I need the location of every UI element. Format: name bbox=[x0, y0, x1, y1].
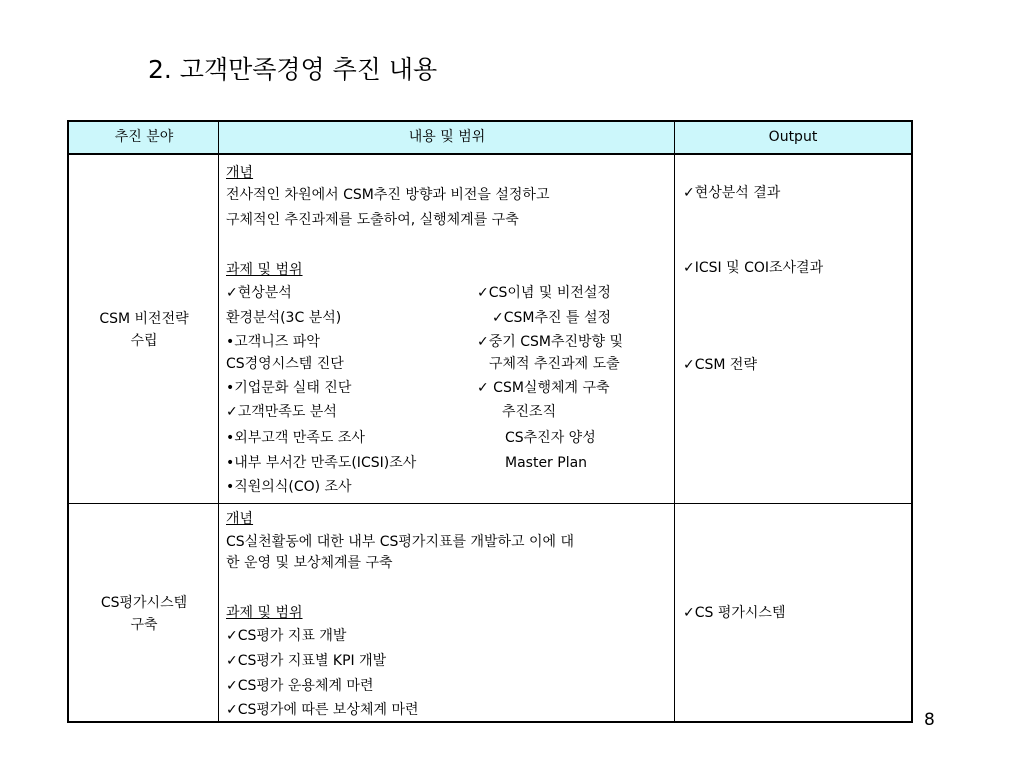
row2-left-item: ✓CS평가 지표별 KPI 개발 bbox=[226, 653, 387, 669]
row2-left-item: ✓CS평가 지표 개발 bbox=[226, 628, 347, 644]
table-header-row bbox=[69, 122, 911, 155]
row1-output: ✓CSM 전략 bbox=[683, 357, 757, 373]
row-divider bbox=[69, 503, 911, 504]
row2-category bbox=[69, 592, 219, 636]
row1-left-item: •기업문화 실태 진단 bbox=[226, 380, 352, 396]
row1-right-item: ✓ CSM실행체계 구축 bbox=[477, 380, 610, 396]
row1-left-item: •외부고객 만족도 조사 bbox=[226, 430, 365, 446]
header-content: 내용 및 범위 bbox=[408, 129, 486, 145]
row1-left-item: CS경영시스템 진단 bbox=[226, 356, 344, 372]
page-title: 2. 고객만족경영 추진 내용 bbox=[148, 55, 438, 84]
row2-concept-line: CS실천활동에 대한 내부 CS평가지표를 개발하고 이에 대 bbox=[226, 534, 575, 550]
row1-left-item: ✓고객만족도 분석 bbox=[226, 404, 337, 420]
row2-concept-label: 개념 bbox=[226, 511, 254, 527]
row1-output: ✓ICSI 및 COI조사결과 bbox=[683, 260, 824, 276]
row2-category-line: 구축 bbox=[130, 617, 158, 633]
row1-output: ✓현상분석 결과 bbox=[683, 185, 781, 201]
row1-left-item: ✓현상분석 bbox=[226, 285, 292, 301]
row1-right-item: ✓중기 CSM추진방향 및 bbox=[477, 334, 624, 350]
row1-category-line: CSM 비전전략 bbox=[99, 311, 189, 327]
header-output: Output bbox=[768, 129, 818, 145]
row1-right-item: CS추진자 양성 bbox=[505, 430, 596, 446]
row1-right-item: Master Plan bbox=[505, 455, 588, 471]
row1-right-item: ✓CSM추진 틀 설정 bbox=[492, 310, 611, 326]
column-divider bbox=[674, 122, 675, 721]
header-category: 추진 분야 bbox=[114, 129, 174, 145]
row2-category-line: CS평가시스템 bbox=[100, 595, 188, 611]
row1-left-item: •고객니즈 파악 bbox=[226, 334, 320, 350]
row2-scope-label: 과제 및 범위 bbox=[226, 605, 303, 621]
row1-concept-label: 개념 bbox=[226, 165, 254, 181]
row1-category-line: 수립 bbox=[130, 333, 158, 349]
row1-left-item: 환경분석(3C 분석) bbox=[226, 310, 342, 326]
row1-right-item: ✓CS이념 및 비전설정 bbox=[477, 285, 611, 301]
row2-concept-line: 한 운영 및 보상체계를 구축 bbox=[226, 555, 393, 571]
row1-right-item: 추진조직 bbox=[502, 404, 557, 420]
row1-left-item: •내부 부서간 만족도(ICSI)조사 bbox=[226, 455, 417, 471]
row1-right-item: 구체적 추진과제 도출 bbox=[489, 356, 620, 372]
content-table bbox=[67, 120, 913, 723]
row1-category bbox=[69, 308, 219, 352]
row2-left-item: ✓CS평가에 따른 보상체계 마련 bbox=[226, 702, 419, 718]
row2-output: ✓CS 평가시스템 bbox=[683, 605, 786, 621]
row2-left-item: ✓CS평가 운용체계 마련 bbox=[226, 678, 374, 694]
row1-concept-line: 구체적인 추진과제를 도출하여, 실행체계를 구축 bbox=[226, 212, 519, 228]
page-number: 8 bbox=[924, 710, 935, 730]
row1-concept-line: 전사적인 차원에서 CSM추진 방향과 비전을 설정하고 bbox=[226, 187, 550, 203]
row1-left-item: •직원의식(CO) 조사 bbox=[226, 479, 352, 495]
row1-scope-label: 과제 및 범위 bbox=[226, 262, 303, 278]
